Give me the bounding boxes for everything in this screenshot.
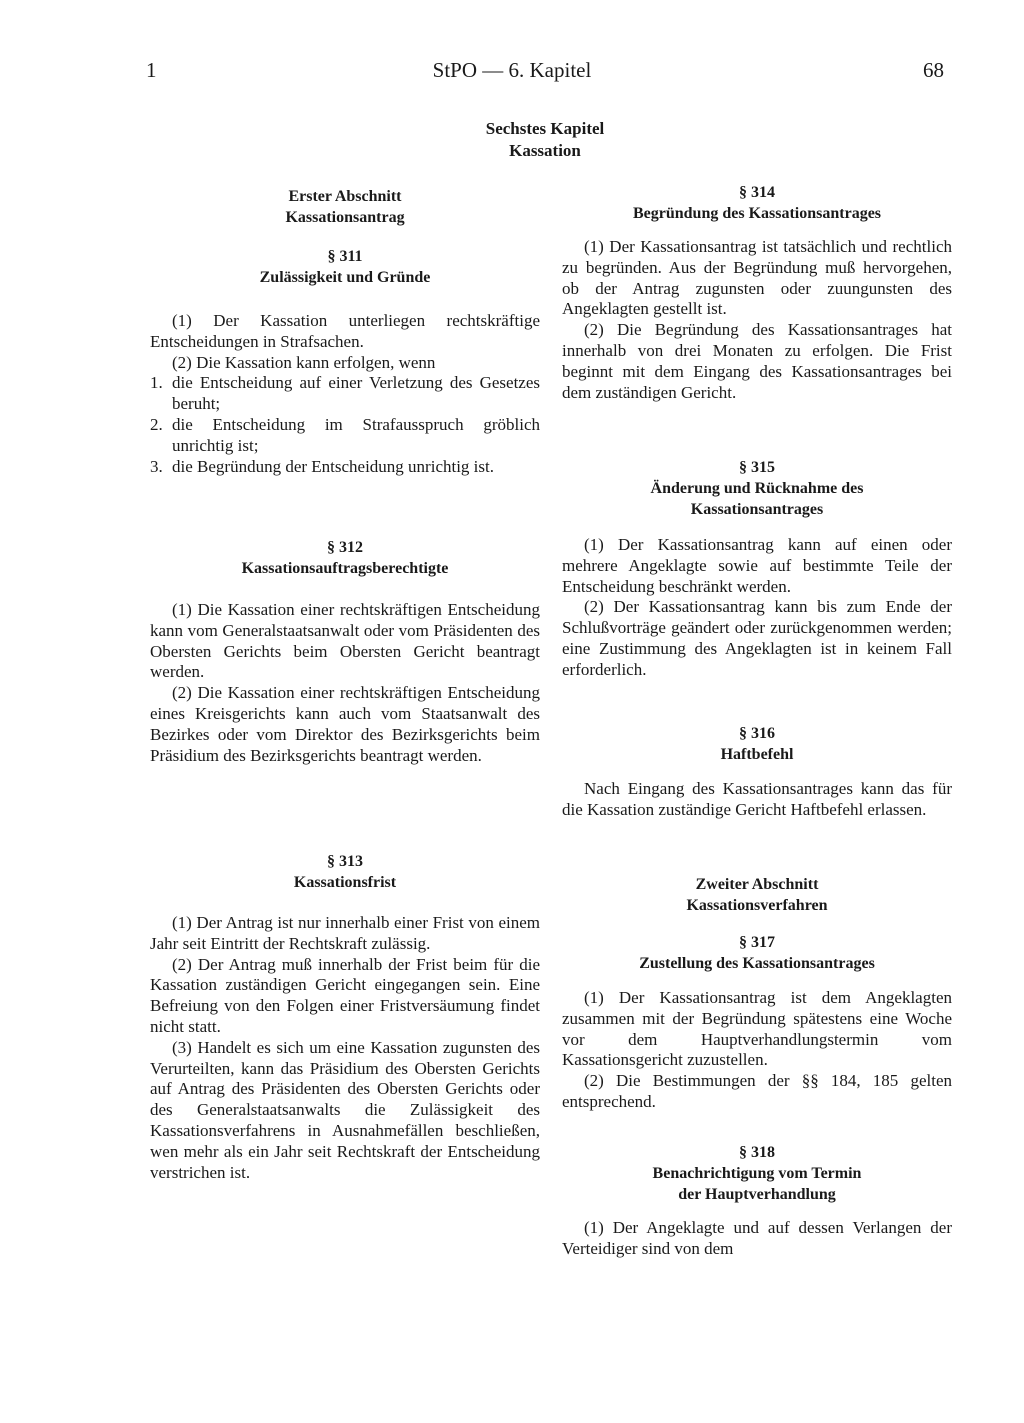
paragraph-313-body	[150, 913, 540, 1183]
paragraph-313-heading	[150, 851, 540, 893]
paragraph-text: (1) Der Antrag ist nur innerhalb einer Frist von einem Jahr seit Eintritt der Rechtskraft zulässig.	[150, 913, 540, 953]
section-heading-2	[562, 874, 952, 916]
page-number: 68	[923, 58, 944, 82]
paragraph-number: § 311	[327, 248, 363, 265]
paragraph-title: Kassationsauftragsberechtigte	[241, 560, 449, 577]
paragraph-number: § 317	[739, 934, 775, 951]
paragraph-text: (1) Die Kassation einer rechtskräftigen Entscheidung kann vom Generalstaatsanwalt oder vom Präsidenten des Obersten Gerichts beim Obersten Gericht beantragt werden.	[150, 600, 540, 682]
paragraph-314-body	[562, 237, 952, 403]
paragraph-title: Begründung des Kassationsantrages	[632, 205, 882, 222]
paragraph-title: Zulässigkeit und Gründe	[259, 269, 431, 286]
paragraph-316-heading	[562, 723, 952, 765]
paragraph-title: Kassationsfrist	[293, 874, 397, 891]
paragraph-315-heading	[562, 457, 952, 520]
paragraph-title: Zustellung des Kassationsantrages	[639, 955, 875, 972]
paragraph-title: Änderung und Rücknahme des	[650, 480, 864, 497]
chapter-heading	[345, 118, 745, 162]
paragraph-text: (2) Die Begründung des Kassationsantrages hat innerhalb von drei Monaten zu erfolgen. Die Frist beginnt mit dem Eingang des Kassationsantrages bei dem zuständigen Gericht.	[562, 320, 952, 402]
paragraph-318-heading	[562, 1142, 952, 1205]
margin-number: 1	[146, 58, 157, 82]
paragraph-text: (1) Der Kassation unterliegen rechtskräftige Entscheidungen in Strafsachen.	[150, 311, 540, 351]
paragraph-312-heading	[150, 537, 540, 579]
chapter-subtitle: Kassation	[509, 141, 581, 160]
list-text: die Entscheidung im Strafausspruch gröblich unrichtig ist;	[172, 414, 540, 455]
paragraph-text: (1) Der Kassationsantrag ist tatsächlich und rechtlich zu begründen. Aus der Begründung muß hervorgehen, ob der Antrag zugunsten oder zuungunsten des Angeklagten gestellt ist.	[562, 237, 952, 319]
paragraph-text: (1) Der Kassationsantrag ist dem Angeklagten zusammen mit der Begründung spätestens eine Woche vor dem Hauptverhandlungstermin vom Kassationsgericht zuzustellen.	[562, 988, 952, 1070]
paragraph-number: § 318	[739, 1144, 775, 1161]
paragraph-311-body	[150, 311, 540, 477]
section-subtitle: Kassationsantrag	[285, 209, 405, 226]
paragraph-title: Benachrichtigung vom Termin	[652, 1165, 862, 1182]
paragraph-number: § 312	[327, 539, 363, 556]
paragraph-315-body	[562, 535, 952, 681]
paragraph-text: (2) Die Kassation kann erfolgen, wenn	[172, 352, 436, 372]
list-item	[150, 415, 540, 457]
paragraph-number: § 314	[739, 184, 775, 201]
paragraph-title-line2: Kassationsantrages	[690, 501, 824, 518]
paragraph-text: (1) Der Kassationsantrag kann auf einen oder mehrere Angeklagte sowie auf bestimmte Teile der Entscheidung beschränkt werden.	[562, 535, 952, 596]
list-number: 3.	[150, 456, 163, 476]
paragraph-317-body	[562, 988, 952, 1113]
paragraph-title: Haftbefehl	[720, 746, 794, 763]
list-text: die Entscheidung auf einer Verletzung des Gesetzes beruht;	[172, 373, 540, 414]
paragraph-text: Nach Eingang des Kassationsantrages kann das für die Kassation zuständige Gericht Haftbefehl erlassen.	[562, 779, 952, 819]
paragraph-317-heading	[562, 932, 952, 974]
paragraph-text: (1) Der Angeklagte und auf dessen Verlangen der Verteidiger sind von dem	[562, 1218, 952, 1258]
paragraph-number: § 313	[327, 853, 363, 870]
paragraph-title-line2: der Hauptverhandlung	[678, 1186, 836, 1203]
section-title: Zweiter Abschnitt	[695, 876, 819, 893]
section-heading-1	[150, 186, 540, 228]
section-subtitle: Kassationsverfahren	[686, 897, 828, 914]
paragraph-311-heading	[150, 246, 540, 288]
paragraph-number: § 315	[739, 459, 775, 476]
paragraph-316-body	[562, 779, 952, 821]
paragraph-text: (2) Die Kassation einer rechtskräftigen Entscheidung eines Kreisgerichts kann auch vom Staatsanwalt des Bezirkes oder vom Direktor des Bezirksgerichts beim Präsidium des Bezirksgerichts beantragt werden.	[150, 683, 540, 765]
paragraph-318-body	[562, 1218, 952, 1260]
list-number: 1.	[150, 373, 163, 393]
list-number: 2.	[150, 414, 163, 434]
chapter-title: Sechstes Kapitel	[485, 119, 605, 138]
paragraph-text: (2) Der Kassationsantrag kann bis zum Ende der Schlußvorträge geändert oder zurückgenommen werden; eine Zustimmung des Angeklagten ist in keinem Fall erforderlich.	[562, 597, 952, 679]
paragraph-314-heading	[562, 182, 952, 224]
list-item	[150, 457, 540, 478]
paragraph-text: (3) Handelt es sich um eine Kassation zugunsten des Verurteilten, kann das Präsidium des Obersten Gerichts auf Antrag des Präsidenten des Obersten Gerichts oder des Generalstaatsanwalts die Zulässigkeit des Kassationsverfahrens in Ausnahmefällen beschließen, wen mehr als ein Jahr seit Rechtskraft der Entscheidung verstrichen ist.	[150, 1037, 540, 1182]
list-item	[150, 373, 540, 415]
paragraph-number: § 316	[739, 725, 775, 742]
paragraph-text: (2) Der Antrag muß innerhalb der Frist beim für die Kassation zuständigen Gericht eingegangen sein. Eine Befreiung von den Folgen einer Fristversäumung findet nicht statt.	[150, 954, 540, 1036]
list-text: die Begründung der Entscheidung unrichtig ist.	[172, 456, 494, 476]
paragraph-312-body	[150, 600, 540, 766]
section-title: Erster Abschnitt	[288, 188, 402, 205]
paragraph-text: (2) Die Bestimmungen der §§ 184, 185 gelten entsprechend.	[562, 1071, 952, 1111]
running-header: StPO — 6. Kapitel	[432, 58, 592, 82]
